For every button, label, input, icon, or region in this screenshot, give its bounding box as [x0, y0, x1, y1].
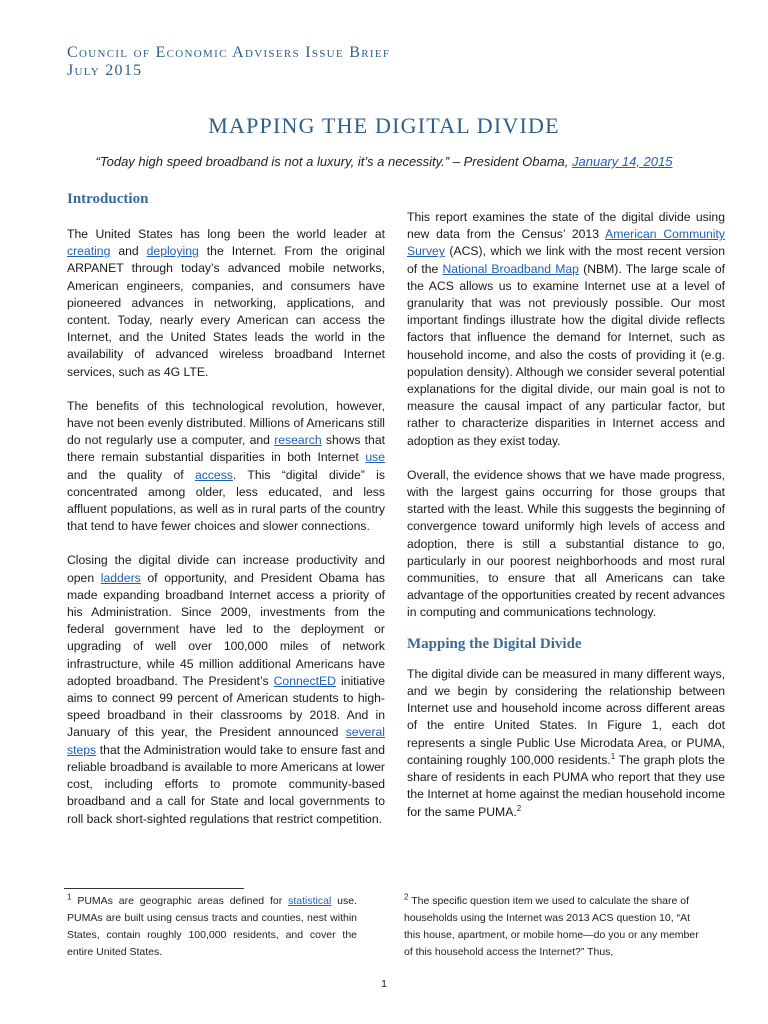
intro-paragraph-3: Closing the digital divide can increase productivity and open ladders of opportunity, and President Obama has made expanding broadband Internet access a priority of his Administration. Since 2009, investments from the federal government have led to the deployment or upgrading of well over 100,000 miles of network infrastructure, while 45 million additional Americans have adopted broadband. The President’s ConnectED initiative aims to connect 99 percent of American students to high-speed broadband in their classrooms by 2018. And in January of this year, the President announced several steps that the Administration would take to ensure fast and reliable broadband is available to more Americans at lower cost, including efforts to promote community-based broadband and a call for State and local governments to roll back short-sighted regulations that restrict competition. — [67, 553, 385, 826]
footnote-ref-1[interactable]: 1 — [610, 751, 616, 761]
nbm-link[interactable]: National Broadband Map — [442, 261, 579, 276]
creating-link[interactable]: creating — [67, 244, 111, 259]
mapping-heading: Mapping the Digital Divide — [407, 635, 582, 652]
access-link[interactable]: access — [194, 467, 233, 482]
intro-paragraph-2: The benefits of this technological revolution, however, have not been evenly distributed. Millions of Americans still do not regularly use a computer, and research shows that there remain substantial disparities in both Internet use and the quality of access. This “digital divide” is concentrated among older, less educated, and less affluent populations, as well as in rural parts of the country that tend to have fewer choices and slower connections. — [67, 398, 386, 534]
right-column — [407, 209, 725, 821]
several-steps-link[interactable]: several steps — [67, 725, 385, 757]
footnote-divider — [64, 888, 244, 889]
quote-date-link[interactable]: January 14, 2015 — [572, 154, 673, 169]
intro-heading: Introduction — [67, 191, 149, 207]
quote-text: “Today high speed broadband is not a luxury, it’s a necessity.” – President Obama, — [95, 154, 569, 169]
acs-link[interactable]: American Community Survey — [407, 227, 725, 259]
left-column — [67, 226, 385, 828]
footnote-ref-2[interactable]: 2 — [516, 803, 522, 813]
deploying-link[interactable]: deploying — [146, 244, 199, 259]
connected-link[interactable]: ConnectED — [273, 673, 336, 688]
overall-paragraph: Overall, the evidence shows that we have made progress, with the largest gains occurring for those groups that started with the least. While this suggests the beginning of convergence toward uniformly high levels of access and adoption, there is still a substantial distance to go, particularly in our poorest neighborhoods and most rural communities, to ensure that all Americans can take advantage of the opportunities created by recent advances in computing and communications technology. — [407, 467, 725, 620]
intro-paragraph-1: The United States has long been the world leader at creating and deploying the Internet. From the original ARPANET through today’s advanced mobile networks, American engineers, companies, and consumers have pioneered advances in networking, applications, and content. Today, nearly every American can access the Internet, and the United States leads the world in the availability of advanced wireless broadband Internet services, such as 4G LTE. — [67, 227, 385, 379]
page-number: 1 — [381, 978, 387, 990]
issue-date: July 2015 — [67, 62, 143, 79]
research-link[interactable]: research — [274, 433, 322, 448]
footnote-2: $^2$ The specific question item we used to calculate the share of households using the Internet was 2013 ACS question 10, “At this house, apartment, or mobile home—do you or any member of this household access the Internet?” Thus, — [404, 892, 699, 958]
page-title: MAPPING THE DIGITAL DIVIDE — [208, 113, 560, 138]
statistical-link[interactable]: statistical — [288, 895, 332, 907]
mapping-paragraph: The digital divide can be measured in many different ways, and we begin by considering the relationship between Internet use and household income across different areas of the entire United States. In Figure 1, each dot represents a single Public Use Microdata Area, or PUMA, containing roughly 100,000 residents.$^1$ The graph plots the share of residents in each PUMA who report that they use the Internet at home against the median household income for the same PUMA.$^2$ — [407, 666, 725, 819]
footnote-1: $^1$ PUMAs are geographic areas defined for statistical use. PUMAs are built using census tracts and counties, nest within States, contain roughly 100,000 residents, and cover the entire United States. — [67, 892, 358, 958]
report-paragraph: This report examines the state of the digital divide using new data from the Census’ 2013 American Community Survey (ACS), which we link with the most recent version of the National Broadband Map (NBM). The large scale of the ACS allows us to examine Internet use at a level of granularity that was not previously possible. Our most important findings illustrate how the digital divide reflects factors that influence the demand for Internet, such as household income, and also the costs of providing it (e.g. population density). Although we consider several potential explanations for the digital divide, our main goal is not to measure the causal impact of any particular factor, but rather to characterize disparities in Internet access and adoption as they exist today. — [407, 210, 725, 448]
obama-quote — [0, 154, 768, 169]
ladders-link[interactable]: ladders — [100, 570, 141, 585]
issue-brief-header: Council of Economic Advisers Issue Brief — [67, 44, 391, 61]
use-link[interactable]: use — [365, 450, 385, 465]
